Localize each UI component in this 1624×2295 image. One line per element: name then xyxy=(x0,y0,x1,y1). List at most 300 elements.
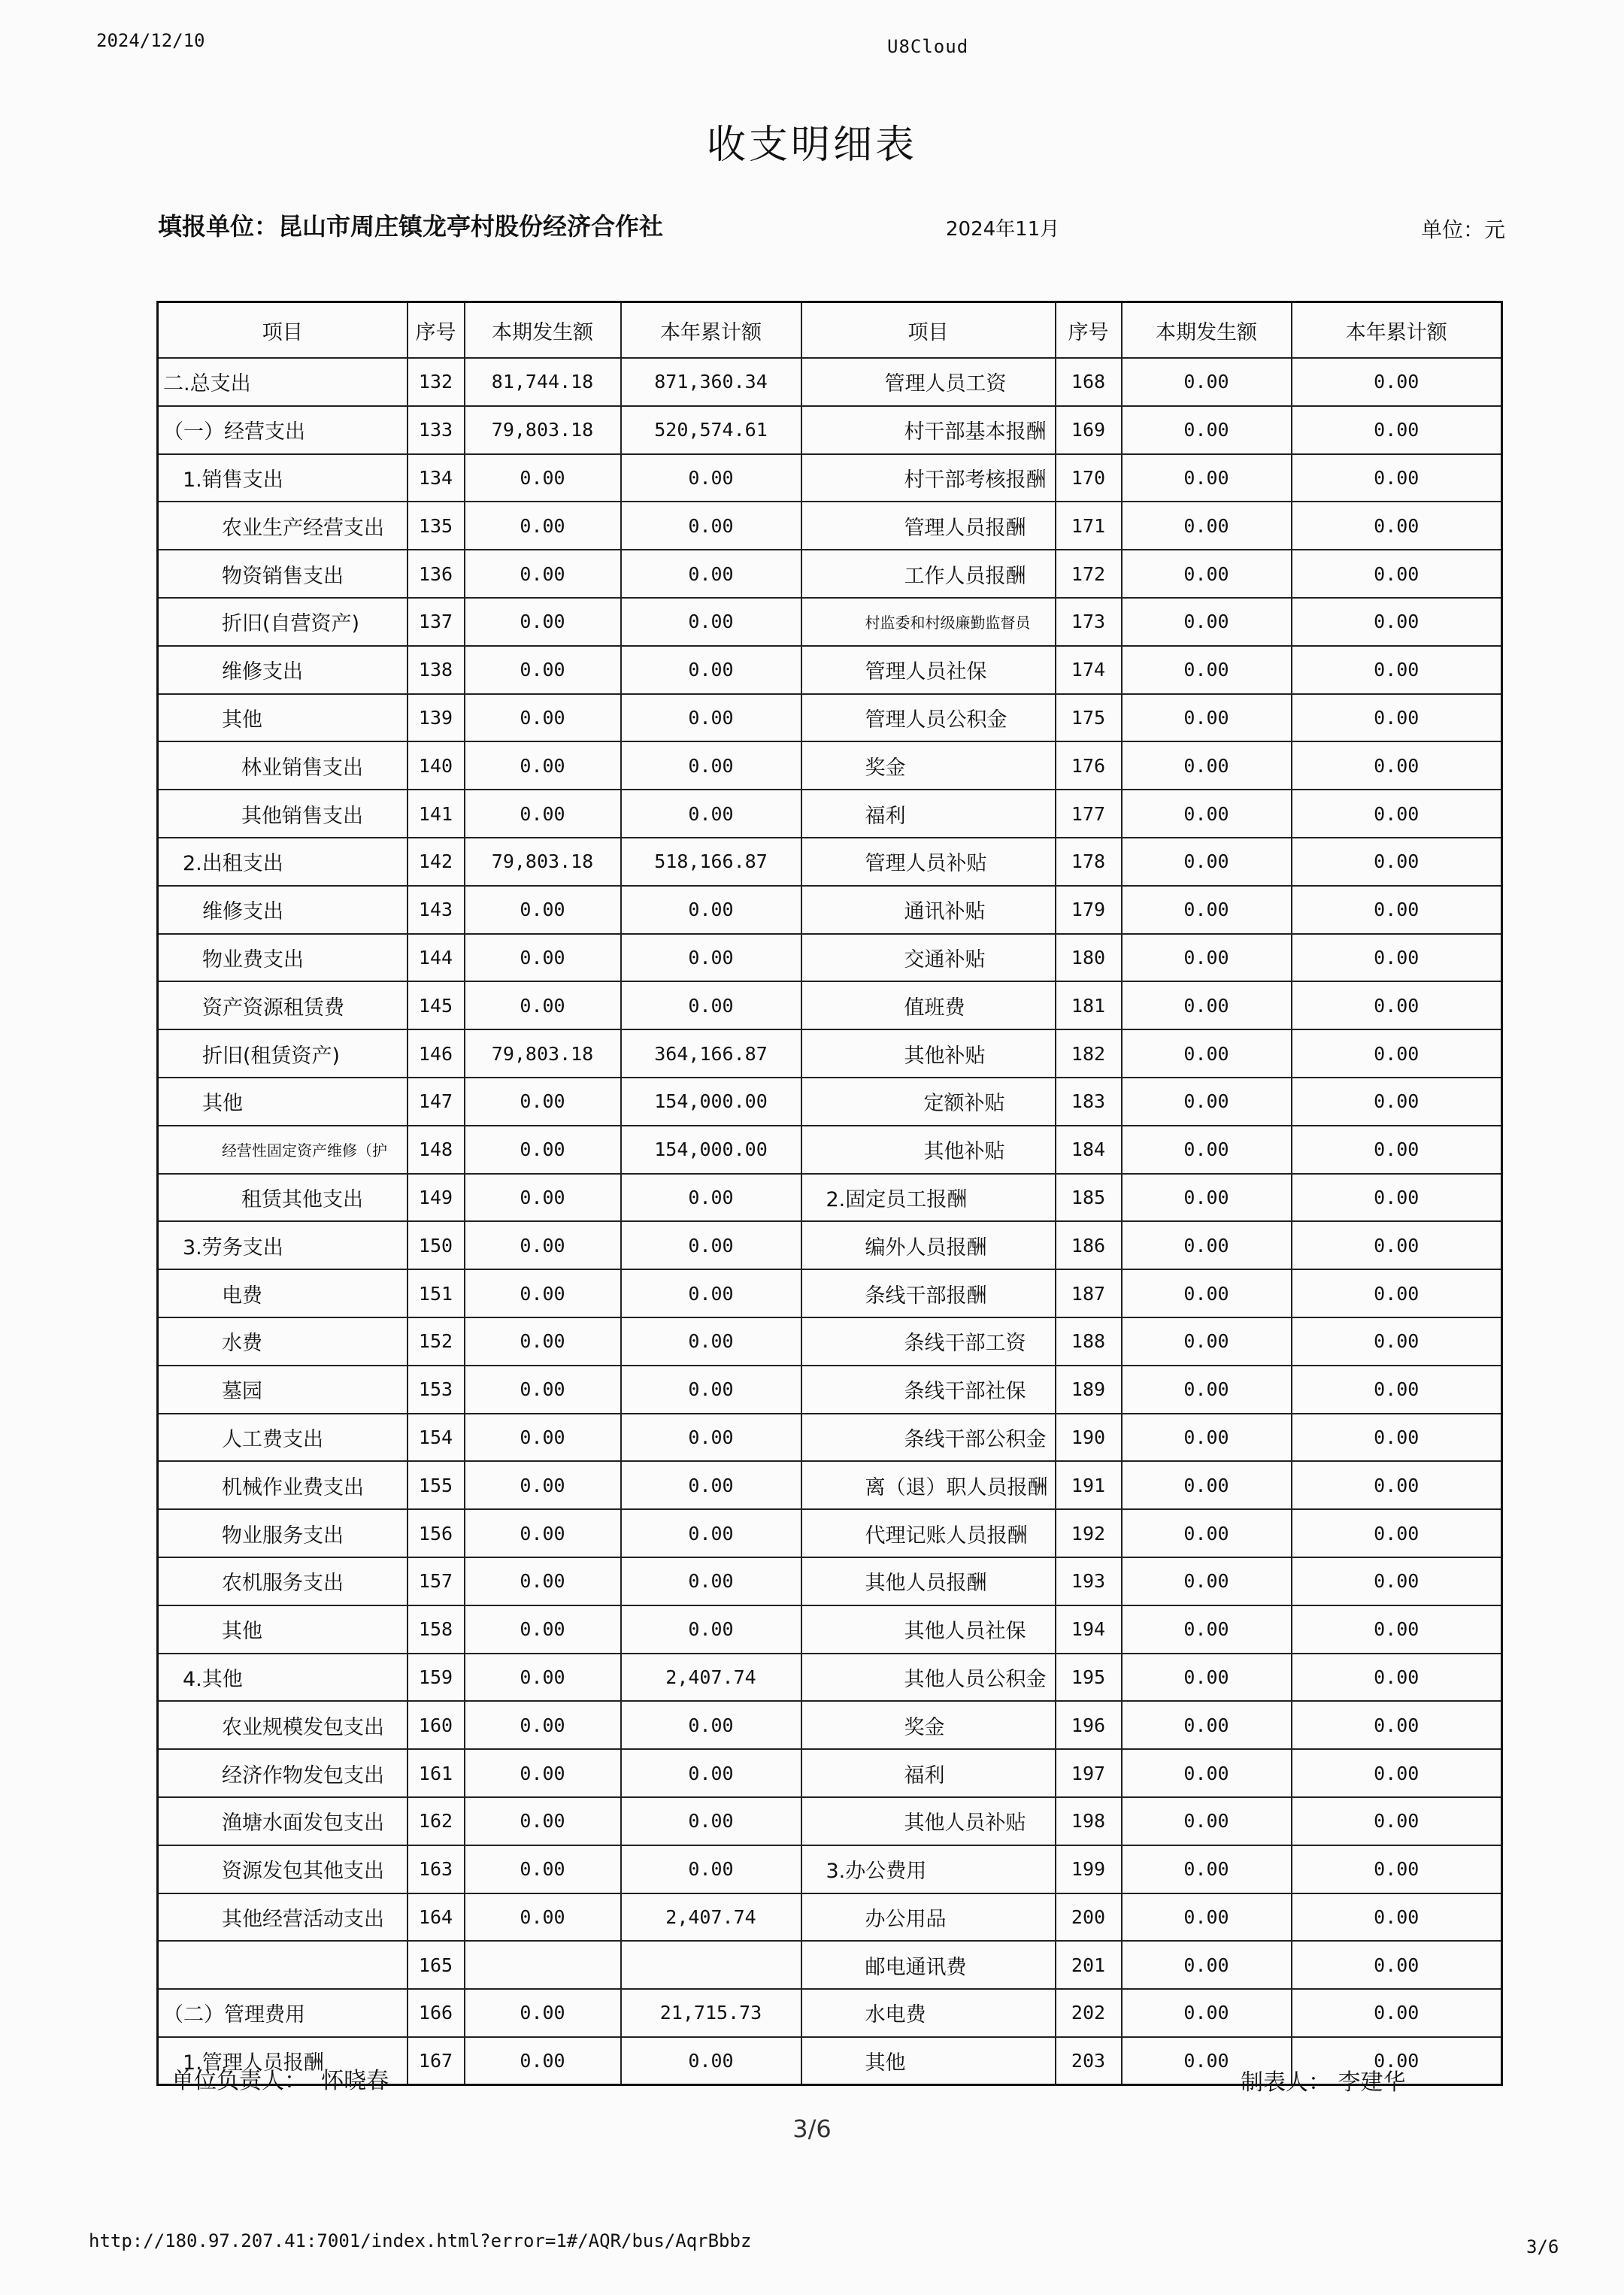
left-item-cell: 农业生产经营支出 xyxy=(158,502,408,550)
left-ytd-amount-cell: 871,360.34 xyxy=(621,358,801,406)
left-item-cell: 资源发包其他支出 xyxy=(158,1845,408,1893)
right-seq-cell: 203 xyxy=(1056,2037,1122,2085)
right-seq-cell: 183 xyxy=(1056,1078,1122,1126)
right-ytd-amount-cell: 0.00 xyxy=(1292,1797,1502,1845)
left-ytd-amount-cell: 0.00 xyxy=(621,1221,801,1269)
left-ytd-amount-cell: 154,000.00 xyxy=(621,1126,801,1174)
left-current-amount-cell: 0.00 xyxy=(465,934,621,982)
table-row xyxy=(158,981,1502,1029)
report-title: 收支明细表 xyxy=(706,123,917,168)
right-seq-cell: 195 xyxy=(1056,1654,1122,1702)
left-item-cell: 经营性固定资产维修（护 xyxy=(158,1126,408,1174)
right-ytd-amount-cell: 0.00 xyxy=(1292,502,1502,550)
left-ytd-amount-cell: 0.00 xyxy=(621,1845,801,1893)
right-current-amount-cell: 0.00 xyxy=(1122,1797,1292,1845)
right-ytd-amount-cell: 0.00 xyxy=(1292,1221,1502,1269)
right-seq-cell: 201 xyxy=(1056,1941,1122,1989)
right-seq-cell: 184 xyxy=(1056,1126,1122,1174)
right-item-cell: 条线干部社保 xyxy=(801,1366,1056,1414)
right-ytd-amount-cell: 0.00 xyxy=(1292,1893,1502,1942)
table-row xyxy=(158,1414,1502,1462)
right-seq-cell: 182 xyxy=(1056,1029,1122,1078)
right-ytd-amount-cell: 0.00 xyxy=(1292,1509,1502,1557)
right-current-amount-cell: 0.00 xyxy=(1122,1605,1292,1654)
right-current-amount-cell: 0.00 xyxy=(1122,1845,1292,1893)
table-row xyxy=(158,646,1502,694)
right-seq-cell: 175 xyxy=(1056,694,1122,742)
left-current-amount-cell: 0.00 xyxy=(465,1126,621,1174)
left-ytd-amount-cell: 0.00 xyxy=(621,1414,801,1462)
left-seq-cell: 140 xyxy=(408,741,465,790)
table-row xyxy=(158,1461,1502,1509)
left-current-amount-cell: 0.00 xyxy=(465,1461,621,1509)
right-ytd-amount-cell: 0.00 xyxy=(1292,646,1502,694)
right-ytd-amount-cell: 0.00 xyxy=(1292,790,1502,838)
right-seq-cell: 178 xyxy=(1056,838,1122,886)
left-ytd-amount-cell: 0.00 xyxy=(621,1174,801,1222)
expense-table-container xyxy=(156,301,1501,2075)
right-item-cell: 离（退）职人员报酬 xyxy=(801,1461,1056,1509)
page-number: 3/6 xyxy=(792,2115,832,2143)
right-item-cell: 其他人员公积金 xyxy=(801,1654,1056,1702)
left-ytd-amount-cell: 518,166.87 xyxy=(621,838,801,886)
table-row xyxy=(158,694,1502,742)
left-ytd-amount-cell: 364,166.87 xyxy=(621,1029,801,1078)
right-item-cell: 办公用品 xyxy=(801,1893,1056,1942)
left-item-cell: 维修支出 xyxy=(158,886,408,934)
table-row xyxy=(158,1557,1502,1605)
left-ytd-amount-cell: 0.00 xyxy=(621,1557,801,1605)
left-item-cell: 1.销售支出 xyxy=(158,454,408,502)
right-ytd-amount-cell: 0.00 xyxy=(1292,981,1502,1029)
right-current-amount-cell: 0.00 xyxy=(1122,790,1292,838)
system-name: U8Cloud xyxy=(887,36,969,57)
left-current-amount-cell: 0.00 xyxy=(465,886,621,934)
unit-head-label: 单位负责人： xyxy=(171,2068,307,2094)
right-seq-cell: 168 xyxy=(1056,358,1122,406)
right-item-cell: 定额补贴 xyxy=(801,1078,1056,1126)
right-item-cell: 2.固定员工报酬 xyxy=(801,1174,1056,1222)
right-ytd-amount-cell: 0.00 xyxy=(1292,598,1502,646)
print-date: 2024/12/10 xyxy=(96,30,205,51)
right-current-amount-cell: 0.00 xyxy=(1122,1557,1292,1605)
left-item-cell: 其他经营活动支出 xyxy=(158,1893,408,1942)
right-item-cell: 管理人员社保 xyxy=(801,646,1056,694)
left-current-amount-cell: 0.00 xyxy=(465,1797,621,1845)
right-ytd-amount-cell: 0.00 xyxy=(1292,694,1502,742)
right-current-amount-cell: 0.00 xyxy=(1122,1317,1292,1366)
table-row xyxy=(158,838,1502,886)
left-seq-cell: 136 xyxy=(408,550,465,598)
left-item-cell: 4.其他 xyxy=(158,1654,408,1702)
left-seq-cell: 160 xyxy=(408,1701,465,1749)
right-current-amount-cell: 0.00 xyxy=(1122,598,1292,646)
table-row xyxy=(158,1078,1502,1126)
left-item-cell: 水费 xyxy=(158,1317,408,1366)
column-header: 本年累计额 xyxy=(1292,302,1502,359)
left-item-cell: 资产资源租赁费 xyxy=(158,981,408,1029)
page-url: http://180.97.207.41:7001/index.html?error=1#/AQR/bus/AqrBbbz xyxy=(89,2230,752,2251)
right-item-cell: 通讯补贴 xyxy=(801,886,1056,934)
right-seq-cell: 202 xyxy=(1056,1989,1122,2037)
left-seq-cell: 156 xyxy=(408,1509,465,1557)
table-row xyxy=(158,1845,1502,1893)
left-seq-cell: 161 xyxy=(408,1749,465,1797)
right-ytd-amount-cell: 0.00 xyxy=(1292,1269,1502,1317)
right-ytd-amount-cell: 0.00 xyxy=(1292,1989,1502,2037)
right-current-amount-cell: 0.00 xyxy=(1122,1366,1292,1414)
right-item-cell: 3.办公费用 xyxy=(801,1845,1056,1893)
filling-unit-label: 填报单位： xyxy=(158,212,279,241)
left-ytd-amount-cell: 0.00 xyxy=(621,1797,801,1845)
right-current-amount-cell: 0.00 xyxy=(1122,502,1292,550)
right-item-cell: 福利 xyxy=(801,790,1056,838)
right-ytd-amount-cell: 0.00 xyxy=(1292,1845,1502,1893)
table-row xyxy=(158,886,1502,934)
right-item-cell: 代理记账人员报酬 xyxy=(801,1509,1056,1557)
left-item-cell: 渔塘水面发包支出 xyxy=(158,1797,408,1845)
left-seq-cell: 132 xyxy=(408,358,465,406)
right-current-amount-cell: 0.00 xyxy=(1122,406,1292,454)
column-header: 项目 xyxy=(801,302,1056,359)
right-seq-cell: 169 xyxy=(1056,406,1122,454)
left-seq-cell: 144 xyxy=(408,934,465,982)
right-current-amount-cell: 0.00 xyxy=(1122,1893,1292,1942)
left-ytd-amount-cell: 0.00 xyxy=(621,550,801,598)
left-ytd-amount-cell: 0.00 xyxy=(621,454,801,502)
left-current-amount-cell: 0.00 xyxy=(465,1605,621,1654)
left-ytd-amount-cell: 0.00 xyxy=(621,1701,801,1749)
right-ytd-amount-cell: 0.00 xyxy=(1292,1461,1502,1509)
right-current-amount-cell: 0.00 xyxy=(1122,934,1292,982)
left-seq-cell: 139 xyxy=(408,694,465,742)
left-item-cell: 2.出租支出 xyxy=(158,838,408,886)
left-item-cell xyxy=(158,1941,408,1989)
right-seq-cell: 186 xyxy=(1056,1221,1122,1269)
right-item-cell: 其他人员补贴 xyxy=(801,1797,1056,1845)
table-row xyxy=(158,1797,1502,1845)
left-item-cell: 折旧(自营资产) xyxy=(158,598,408,646)
right-seq-cell: 193 xyxy=(1056,1557,1122,1605)
left-seq-cell: 145 xyxy=(408,981,465,1029)
left-current-amount-cell: 0.00 xyxy=(465,1845,621,1893)
right-seq-cell: 181 xyxy=(1056,981,1122,1029)
preparer xyxy=(1241,2063,1406,2096)
left-ytd-amount-cell: 0.00 xyxy=(621,1509,801,1557)
left-current-amount-cell: 0.00 xyxy=(465,1701,621,1749)
right-current-amount-cell: 0.00 xyxy=(1122,1126,1292,1174)
table-row xyxy=(158,1221,1502,1269)
left-current-amount-cell: 0.00 xyxy=(465,981,621,1029)
table-row xyxy=(158,1509,1502,1557)
left-item-cell: 租赁其他支出 xyxy=(158,1174,408,1222)
right-seq-cell: 174 xyxy=(1056,646,1122,694)
left-item-cell: 其他 xyxy=(158,694,408,742)
left-seq-cell: 151 xyxy=(408,1269,465,1317)
right-seq-cell: 199 xyxy=(1056,1845,1122,1893)
table-row xyxy=(158,1605,1502,1654)
right-current-amount-cell: 0.00 xyxy=(1122,1701,1292,1749)
left-current-amount-cell: 0.00 xyxy=(465,646,621,694)
left-item-cell: 人工费支出 xyxy=(158,1414,408,1462)
right-item-cell: 工作人员报酬 xyxy=(801,550,1056,598)
left-ytd-amount-cell: 0.00 xyxy=(621,934,801,982)
unit-head xyxy=(171,2062,389,2095)
left-current-amount-cell: 0.00 xyxy=(465,1317,621,1366)
right-current-amount-cell: 0.00 xyxy=(1122,838,1292,886)
left-ytd-amount-cell: 0.00 xyxy=(621,1269,801,1317)
left-seq-cell: 153 xyxy=(408,1366,465,1414)
right-seq-cell: 173 xyxy=(1056,598,1122,646)
right-item-cell: 管理人员工资 xyxy=(801,358,1056,406)
right-ytd-amount-cell: 0.00 xyxy=(1292,1941,1502,1989)
left-ytd-amount-cell: 21,715.73 xyxy=(621,1989,801,2037)
right-current-amount-cell: 0.00 xyxy=(1122,1509,1292,1557)
unit-head-name: 怀晓春 xyxy=(321,2068,389,2094)
right-item-cell: 值班费 xyxy=(801,981,1056,1029)
left-item-cell: 电费 xyxy=(158,1269,408,1317)
table-row xyxy=(158,1126,1502,1174)
column-header: 本期发生额 xyxy=(465,302,621,359)
left-current-amount-cell: 0.00 xyxy=(465,2037,621,2085)
left-seq-cell: 141 xyxy=(408,790,465,838)
right-seq-cell: 197 xyxy=(1056,1749,1122,1797)
left-seq-cell: 146 xyxy=(408,1029,465,1078)
left-item-cell: 3.劳务支出 xyxy=(158,1221,408,1269)
right-ytd-amount-cell: 0.00 xyxy=(1292,1701,1502,1749)
left-current-amount-cell: 0.00 xyxy=(465,454,621,502)
left-seq-cell: 157 xyxy=(408,1557,465,1605)
preparer-name: 李建华 xyxy=(1338,2069,1406,2096)
left-seq-cell: 133 xyxy=(408,406,465,454)
left-item-cell: 农业规模发包支出 xyxy=(158,1701,408,1749)
left-item-cell: 其他 xyxy=(158,1078,408,1126)
filling-unit xyxy=(158,208,663,242)
table-row xyxy=(158,1366,1502,1414)
right-ytd-amount-cell: 0.00 xyxy=(1292,838,1502,886)
left-seq-cell: 165 xyxy=(408,1941,465,1989)
left-ytd-amount-cell: 0.00 xyxy=(621,694,801,742)
right-item-cell: 编外人员报酬 xyxy=(801,1221,1056,1269)
right-seq-cell: 172 xyxy=(1056,550,1122,598)
right-current-amount-cell: 0.00 xyxy=(1122,1174,1292,1222)
right-item-cell: 管理人员报酬 xyxy=(801,502,1056,550)
right-seq-cell: 179 xyxy=(1056,886,1122,934)
right-ytd-amount-cell: 0.00 xyxy=(1292,886,1502,934)
left-current-amount-cell: 0.00 xyxy=(465,550,621,598)
column-header: 本期发生额 xyxy=(1122,302,1292,359)
table-row xyxy=(158,790,1502,838)
right-current-amount-cell: 0.00 xyxy=(1122,550,1292,598)
right-item-cell: 条线干部公积金 xyxy=(801,1414,1056,1462)
left-seq-cell: 142 xyxy=(408,838,465,886)
right-ytd-amount-cell: 0.00 xyxy=(1292,2037,1502,2085)
right-seq-cell: 171 xyxy=(1056,502,1122,550)
right-ytd-amount-cell: 0.00 xyxy=(1292,1126,1502,1174)
right-item-cell: 其他 xyxy=(801,2037,1056,2085)
left-current-amount-cell: 79,803.18 xyxy=(465,838,621,886)
right-item-cell: 福利 xyxy=(801,1749,1056,1797)
left-ytd-amount-cell: 0.00 xyxy=(621,646,801,694)
left-item-cell: （二）管理费用 xyxy=(158,1989,408,2037)
left-item-cell: 二.总支出 xyxy=(158,358,408,406)
left-ytd-amount-cell: 520,574.61 xyxy=(621,406,801,454)
column-header: 本年累计额 xyxy=(621,302,801,359)
right-current-amount-cell: 0.00 xyxy=(1122,741,1292,790)
right-ytd-amount-cell: 0.00 xyxy=(1292,1557,1502,1605)
right-seq-cell: 188 xyxy=(1056,1317,1122,1366)
left-ytd-amount-cell: 2,407.74 xyxy=(621,1654,801,1702)
column-header: 序号 xyxy=(1056,302,1122,359)
right-ytd-amount-cell: 0.00 xyxy=(1292,1414,1502,1462)
right-item-cell: 水电费 xyxy=(801,1989,1056,2037)
table-row xyxy=(158,1174,1502,1222)
table-row xyxy=(158,502,1502,550)
right-item-cell: 条线干部工资 xyxy=(801,1317,1056,1366)
right-ytd-amount-cell: 0.00 xyxy=(1292,550,1502,598)
left-ytd-amount-cell: 0.00 xyxy=(621,502,801,550)
right-ytd-amount-cell: 0.00 xyxy=(1292,358,1502,406)
table-row xyxy=(158,741,1502,790)
left-item-cell: 维修支出 xyxy=(158,646,408,694)
right-current-amount-cell: 0.00 xyxy=(1122,1461,1292,1509)
right-seq-cell: 194 xyxy=(1056,1605,1122,1654)
left-ytd-amount-cell: 0.00 xyxy=(621,886,801,934)
right-current-amount-cell: 0.00 xyxy=(1122,454,1292,502)
left-seq-cell: 150 xyxy=(408,1221,465,1269)
expense-table xyxy=(156,301,1503,2086)
left-current-amount-cell: 0.00 xyxy=(465,1654,621,1702)
left-ytd-amount-cell: 0.00 xyxy=(621,2037,801,2085)
left-seq-cell: 166 xyxy=(408,1989,465,2037)
right-item-cell: 管理人员补贴 xyxy=(801,838,1056,886)
left-seq-cell: 167 xyxy=(408,2037,465,2085)
left-ytd-amount-cell: 0.00 xyxy=(621,1317,801,1366)
right-ytd-amount-cell: 0.00 xyxy=(1292,1605,1502,1654)
left-current-amount-cell: 81,744.18 xyxy=(465,358,621,406)
table-row xyxy=(158,1749,1502,1797)
column-header: 项目 xyxy=(158,302,408,359)
right-ytd-amount-cell: 0.00 xyxy=(1292,1078,1502,1126)
left-current-amount-cell: 0.00 xyxy=(465,1269,621,1317)
left-seq-cell: 152 xyxy=(408,1317,465,1366)
left-current-amount-cell: 0.00 xyxy=(465,1414,621,1462)
table-row xyxy=(158,406,1502,454)
left-current-amount-cell: 0.00 xyxy=(465,1366,621,1414)
right-item-cell: 其他补贴 xyxy=(801,1029,1056,1078)
left-seq-cell: 135 xyxy=(408,502,465,550)
right-ytd-amount-cell: 0.00 xyxy=(1292,1749,1502,1797)
left-ytd-amount-cell xyxy=(621,1941,801,1989)
left-current-amount-cell: 0.00 xyxy=(465,1557,621,1605)
left-item-cell: （一）经营支出 xyxy=(158,406,408,454)
left-ytd-amount-cell: 0.00 xyxy=(621,1605,801,1654)
right-item-cell: 条线干部报酬 xyxy=(801,1269,1056,1317)
right-current-amount-cell: 0.00 xyxy=(1122,1654,1292,1702)
left-current-amount-cell: 79,803.18 xyxy=(465,1029,621,1078)
right-seq-cell: 180 xyxy=(1056,934,1122,982)
table-row xyxy=(158,1941,1502,1989)
table-row xyxy=(158,598,1502,646)
right-seq-cell: 192 xyxy=(1056,1509,1122,1557)
left-seq-cell: 148 xyxy=(408,1126,465,1174)
left-seq-cell: 137 xyxy=(408,598,465,646)
left-current-amount-cell: 0.00 xyxy=(465,1989,621,2037)
right-item-cell: 邮电通讯费 xyxy=(801,1941,1056,1989)
table-row xyxy=(158,1701,1502,1749)
left-ytd-amount-cell: 0.00 xyxy=(621,981,801,1029)
right-item-cell: 管理人员公积金 xyxy=(801,694,1056,742)
left-item-cell: 经济作物发包支出 xyxy=(158,1749,408,1797)
left-item-cell: 物业服务支出 xyxy=(158,1509,408,1557)
right-seq-cell: 176 xyxy=(1056,741,1122,790)
left-seq-cell: 158 xyxy=(408,1605,465,1654)
table-row xyxy=(158,1029,1502,1078)
table-row xyxy=(158,358,1502,406)
left-ytd-amount-cell: 154,000.00 xyxy=(621,1078,801,1126)
left-current-amount-cell xyxy=(465,1941,621,1989)
left-seq-cell: 138 xyxy=(408,646,465,694)
right-item-cell: 其他人员社保 xyxy=(801,1605,1056,1654)
left-item-cell: 机械作业费支出 xyxy=(158,1461,408,1509)
left-item-cell: 折旧(租赁资产) xyxy=(158,1029,408,1078)
right-seq-cell: 189 xyxy=(1056,1366,1122,1414)
report-period: 2024年11月 xyxy=(946,218,1060,241)
left-current-amount-cell: 79,803.18 xyxy=(465,406,621,454)
right-seq-cell: 187 xyxy=(1056,1269,1122,1317)
table-row xyxy=(158,1269,1502,1317)
table-row xyxy=(158,1317,1502,1366)
right-seq-cell: 198 xyxy=(1056,1797,1122,1845)
right-seq-cell: 170 xyxy=(1056,454,1122,502)
filling-unit-name: 昆山市周庄镇龙亭村股份经济合作社 xyxy=(278,212,664,241)
left-current-amount-cell: 0.00 xyxy=(465,790,621,838)
right-ytd-amount-cell: 0.00 xyxy=(1292,1174,1502,1222)
right-current-amount-cell: 0.00 xyxy=(1122,1269,1292,1317)
table-body xyxy=(158,358,1502,2085)
left-current-amount-cell: 0.00 xyxy=(465,502,621,550)
right-current-amount-cell: 0.00 xyxy=(1122,1989,1292,2037)
left-seq-cell: 164 xyxy=(408,1893,465,1942)
left-ytd-amount-cell: 0.00 xyxy=(621,790,801,838)
left-item-cell: 农机服务支出 xyxy=(158,1557,408,1605)
left-ytd-amount-cell: 0.00 xyxy=(621,741,801,790)
left-ytd-amount-cell: 0.00 xyxy=(621,598,801,646)
left-item-cell: 1.管理人员报酬 xyxy=(158,2037,408,2085)
right-item-cell: 村干部考核报酬 xyxy=(801,454,1056,502)
left-item-cell: 林业销售支出 xyxy=(158,741,408,790)
left-current-amount-cell: 0.00 xyxy=(465,741,621,790)
preparer-label: 制表人： xyxy=(1241,2069,1331,2096)
left-seq-cell: 159 xyxy=(408,1654,465,1702)
right-current-amount-cell: 0.00 xyxy=(1122,694,1292,742)
right-ytd-amount-cell: 0.00 xyxy=(1292,454,1502,502)
left-seq-cell: 163 xyxy=(408,1845,465,1893)
right-seq-cell: 177 xyxy=(1056,790,1122,838)
right-seq-cell: 200 xyxy=(1056,1893,1122,1942)
left-seq-cell: 149 xyxy=(408,1174,465,1222)
left-ytd-amount-cell: 0.00 xyxy=(621,1461,801,1509)
right-current-amount-cell: 0.00 xyxy=(1122,1029,1292,1078)
right-ytd-amount-cell: 0.00 xyxy=(1292,406,1502,454)
left-ytd-amount-cell: 0.00 xyxy=(621,1366,801,1414)
right-current-amount-cell: 0.00 xyxy=(1122,2037,1292,2085)
left-current-amount-cell: 0.00 xyxy=(465,1893,621,1942)
right-ytd-amount-cell: 0.00 xyxy=(1292,934,1502,982)
right-current-amount-cell: 0.00 xyxy=(1122,646,1292,694)
left-current-amount-cell: 0.00 xyxy=(465,1509,621,1557)
right-item-cell: 村监委和村级廉勤监督员 xyxy=(801,598,1056,646)
